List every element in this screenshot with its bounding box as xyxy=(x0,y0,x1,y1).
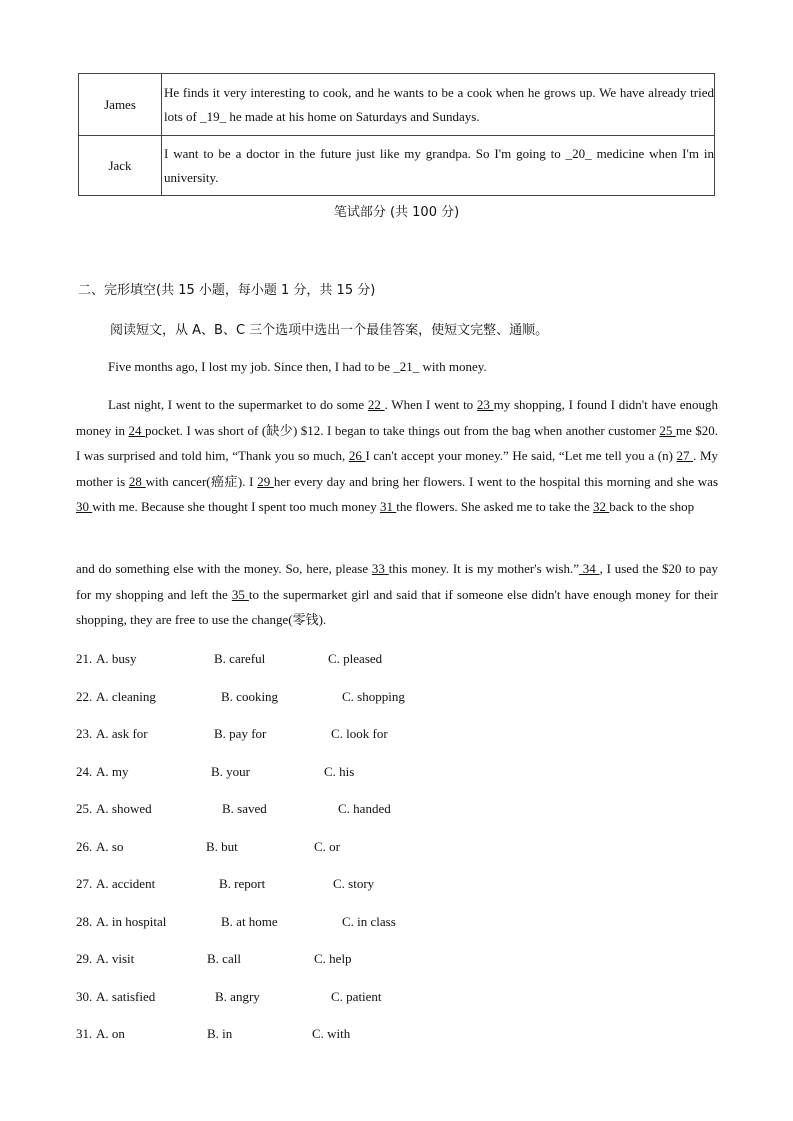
option-c: C. in class xyxy=(342,913,396,929)
table-cell-name: Jack xyxy=(79,136,162,196)
question-number: 21. xyxy=(76,651,93,666)
blank-number: 32 xyxy=(593,499,610,514)
question-number: 22. xyxy=(76,688,93,704)
option-a: A. ask for xyxy=(96,726,148,741)
question-number: 28. xyxy=(76,913,93,929)
passage-text: Last night, I went to the supermarket to do some xyxy=(108,397,368,412)
option-c: C. patient xyxy=(331,988,382,1004)
blank-number: 29 xyxy=(257,473,274,489)
passage-text: with cancer(癌症). I xyxy=(145,473,258,489)
option-a: A. in hospital xyxy=(96,913,167,929)
option-a: A. visit xyxy=(96,951,135,966)
passage-text: this money. It is my mother's wish.” xyxy=(388,561,580,576)
option-b: B. in xyxy=(207,1026,233,1041)
option-c: C. pleased xyxy=(328,651,383,666)
option-b: B. pay for xyxy=(214,726,267,741)
passage-paragraph-1: Five months ago, I lost my job. Since then, I had to be _21_ with money. xyxy=(108,359,487,374)
question-number: 31. xyxy=(76,1026,93,1041)
passage-text: me $20. I was surprised and told him, “Thank you so much, xyxy=(76,422,719,463)
blank-number: 33 xyxy=(371,561,389,576)
option-b: B. cooking xyxy=(221,688,279,704)
option-b: B. careful xyxy=(214,651,266,666)
option-b: B. but xyxy=(206,838,238,854)
table-cell-text: I want to be a doctor in the future just like my grandpa. So I'm going to _20_ medicine when I'm in university. xyxy=(162,136,715,196)
blank-number: 22 xyxy=(367,397,385,412)
passage-text: , I used the $20 to pay for my shopping and left the xyxy=(76,561,718,602)
option-b: B. call xyxy=(207,951,241,966)
option-c: C. with xyxy=(312,1026,351,1041)
passage-text: my shopping, I found I didn't have enough money in xyxy=(76,397,718,438)
passage-paragraph-3 xyxy=(76,556,718,633)
blank-number: 28 xyxy=(128,473,146,489)
option-c: C. his xyxy=(324,763,355,779)
passage-text: . When I went to xyxy=(384,397,477,412)
blank-number: 35 xyxy=(231,586,249,602)
question-number: 30. xyxy=(76,988,93,1004)
blank-number: 25 xyxy=(659,422,676,438)
option-a: A. showed xyxy=(96,801,152,816)
option-a: A. cleaning xyxy=(96,688,156,704)
passage-text: with me. Because she thought I spent too much money xyxy=(92,499,381,514)
passage-text: pocket. I was short of (缺少) $12. I began to take things out from the bag when another customer xyxy=(145,422,660,438)
info-table xyxy=(78,73,715,196)
option-c: C. look for xyxy=(331,726,388,741)
option-a: A. on xyxy=(96,1026,125,1041)
blank-number: 34 xyxy=(579,561,600,576)
option-c: C. handed xyxy=(338,801,391,816)
table-row xyxy=(79,136,715,196)
option-b: B. at home xyxy=(221,913,278,929)
question-number: 23. xyxy=(76,726,93,741)
passage-text: I can't accept your money.” He said, “Let me tell you a (n) xyxy=(365,448,677,463)
passage-text: the flowers. She asked me to take the xyxy=(396,499,594,514)
passage-text: back to the shop xyxy=(609,499,695,514)
passage-text: to the supermarket girl and said that if someone else didn't have enough money for their shopping, they are free to use the change(零钱). xyxy=(76,586,719,627)
question-number: 29. xyxy=(76,951,93,966)
option-c: C. help xyxy=(314,951,352,966)
option-a: A. busy xyxy=(96,651,137,666)
option-a: A. so xyxy=(96,838,124,854)
blank-number: 30 xyxy=(76,499,93,514)
question-number: 26. xyxy=(76,838,93,854)
question-number: 27. xyxy=(76,876,93,891)
option-a: A. satisfied xyxy=(96,988,156,1004)
option-a: A. my xyxy=(96,763,129,779)
option-b: B. report xyxy=(219,876,266,891)
table-cell-text: He finds it very interesting to cook, and he wants to be a cook when he grows up. We have already tried lots of _19_ he made at his home on Saturdays and Sundays. xyxy=(162,74,715,136)
passage-text: and do something else with the money. So, here, please xyxy=(76,561,372,576)
option-c: C. story xyxy=(333,876,375,891)
question-number: 24. xyxy=(76,763,93,779)
option-b: B. saved xyxy=(222,801,267,816)
option-c: C. shopping xyxy=(342,688,405,704)
passage-text: . My mother is xyxy=(76,448,719,489)
blank-number: 27 xyxy=(676,448,694,463)
passage-paragraph-2 xyxy=(76,392,718,520)
question-number: 25. xyxy=(76,801,93,816)
blank-number: 26 xyxy=(348,448,366,463)
passage-text: her every day and bring her flowers. I went to the hospital this morning and she was xyxy=(273,473,719,489)
blank-number: 31 xyxy=(380,499,397,514)
section-caption: 笔试部分 (共 100 分) xyxy=(333,205,460,220)
instruction-text: 阅读短文，从 A、B、C 三个选项中选出一个最佳答案，使短文完整、通顺。 xyxy=(110,323,549,338)
option-c: C. or xyxy=(314,838,340,854)
table-row xyxy=(79,74,715,136)
option-b: B. your xyxy=(211,763,250,779)
blank-number: 24 xyxy=(128,422,146,438)
option-a: A. accident xyxy=(96,876,156,891)
section-heading: 二、完形填空(共 15 小题，每小题 1 分，共 15 分) xyxy=(78,283,376,298)
option-b: B. angry xyxy=(215,988,260,1004)
blank-number: 23 xyxy=(476,397,494,412)
table-cell-name: James xyxy=(79,74,162,136)
